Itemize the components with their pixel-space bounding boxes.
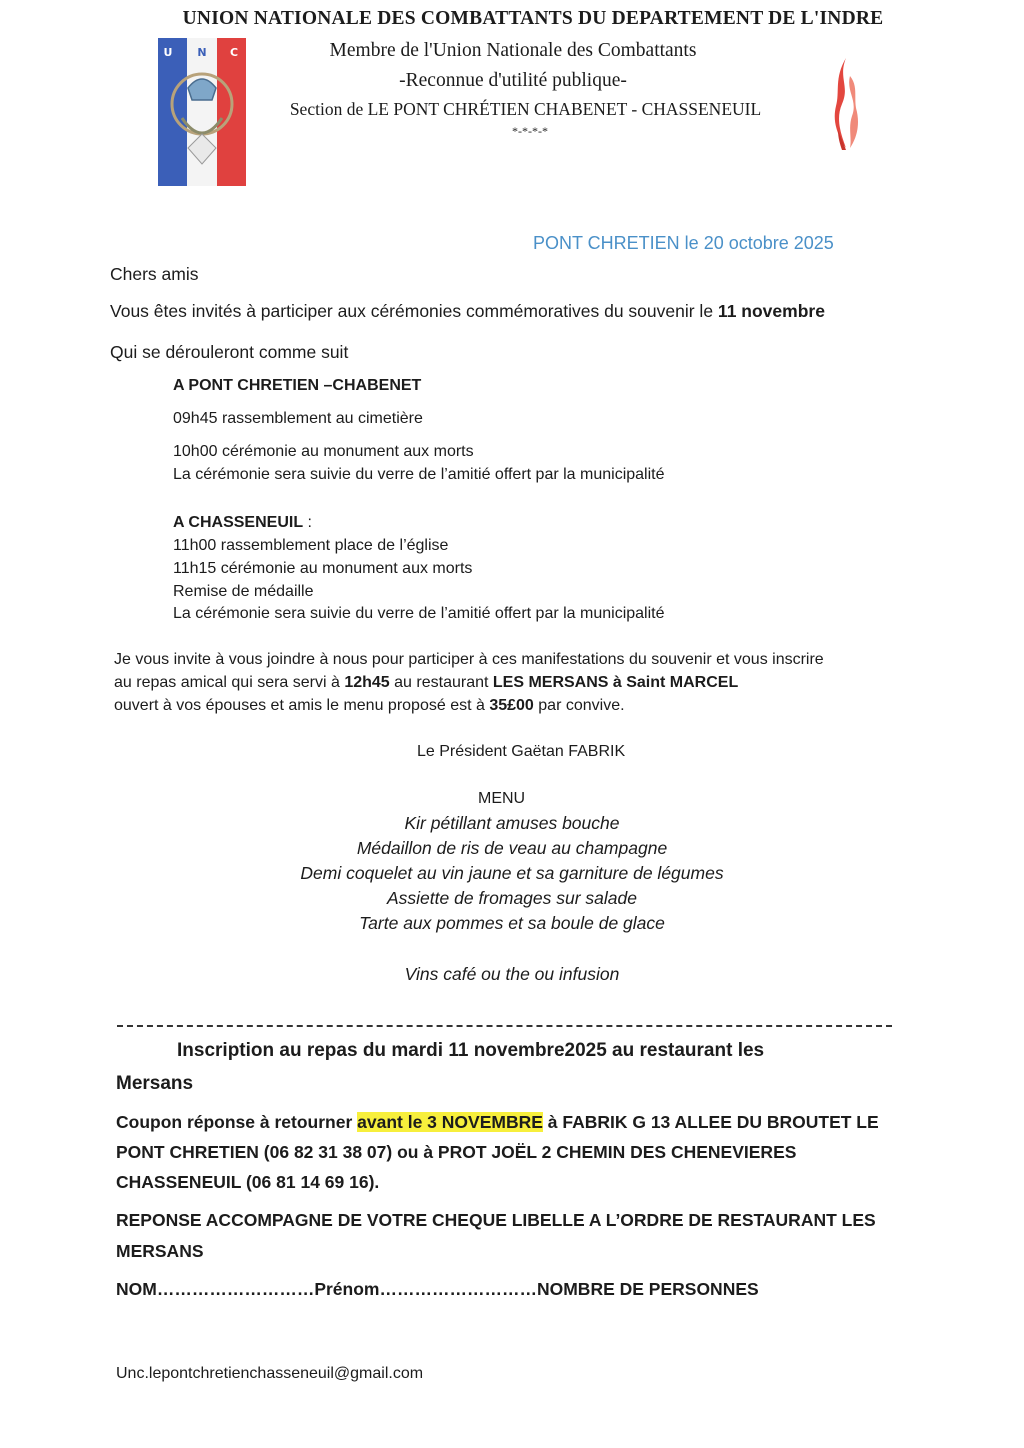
payment-line-2: MERSANS — [116, 1241, 204, 1261]
pont-section-title: A PONT CHRETIEN –CHABENET — [173, 377, 422, 394]
greeting: Chers amis — [110, 264, 199, 284]
menu-item: Médaillon de ris de veau au champagne — [356, 838, 668, 858]
coupon-title-line-1: Inscription au repas du mardi 11 novembre2025 au restaurant les — [177, 1040, 765, 1061]
coupon-line-3: CHASSENEUIL (06 81 14 69 16). — [116, 1172, 380, 1192]
coupon-line-2: PONT CHRETIEN (06 82 31 38 07) ou à PROT JOËL 2 CHEMIN DES CHENEVIERES — [116, 1142, 797, 1162]
contact-email: Unc.lepontchretienchasseneuil@gmail.com — [116, 1365, 424, 1382]
menu-drinks: Vins café ou the ou infusion — [404, 964, 620, 984]
date-line: PONT CHRETIEN le 20 octobre 2025 — [533, 233, 834, 253]
chasseneuil-item-4: La cérémonie sera suivie du verre de l’amitié offert par la municipalité — [173, 605, 665, 622]
pont-item-1: 09h45 rassemblement au cimetière — [173, 410, 423, 427]
header-ornament: *-*-*-* — [512, 124, 548, 138]
chasseneuil-item-1: 11h00 rassemblement place de l’église — [173, 537, 449, 554]
invitation-text: Vous êtes invités à participer aux cérémonies commémoratives du souvenir le — [110, 301, 718, 321]
meal-price: 35£00 — [489, 697, 534, 714]
ceremony-date: 11 novembre — [717, 301, 825, 321]
chasseneuil-title-colon: : — [303, 514, 312, 531]
coupon-title-line-2: Mersans — [116, 1073, 194, 1094]
menu-title: MENU — [478, 790, 526, 807]
section-line: Section de LE PONT CHRÉTIEN CHABENET - CHASSENEUIL — [289, 99, 762, 119]
logo-letter-c: C — [229, 46, 239, 59]
meal-line-3-end: par convive. — [533, 697, 625, 714]
deadline-highlight: avant le 3 NOVEMBRE — [357, 1112, 543, 1132]
pont-item-2: 10h00 cérémonie au monument aux morts — [173, 443, 474, 460]
meal-line-2-text: au repas amical qui sera servi à — [114, 674, 345, 691]
menu-item: Assiette de fromages sur salade — [387, 888, 637, 908]
menu-item: Kir pétillant amuses bouche — [404, 813, 620, 833]
president-signature: Le Président Gaëtan FABRIK — [417, 743, 626, 760]
chasseneuil-item-3: Remise de médaille — [173, 583, 314, 600]
meal-place: LES MERSANS à Saint MARCEL — [492, 674, 739, 691]
cut-line — [117, 1025, 892, 1027]
meal-line-3-text: ouvert à vos épouses et amis le menu proposé est à — [114, 697, 490, 714]
registration-form-line: NOM………………………Prénom………………………NOMBRE DE PERSONNES — [116, 1279, 759, 1299]
member-line: Membre de l'Union Nationale des Combattants — [329, 40, 697, 61]
logo-letter-u: U — [163, 46, 173, 59]
agenda-intro: Qui se dérouleront comme suit — [110, 342, 349, 362]
logo-letter-n: N — [197, 46, 207, 59]
chasseneuil-item-2: 11h15 cérémonie au monument aux morts — [173, 560, 473, 577]
payment-line-1: REPONSE ACCOMPAGNE DE VOTRE CHEQUE LIBELLE A L’ORDRE DE RESTAURANT LES — [116, 1210, 876, 1230]
menu-item: Demi coquelet au vin jaune et sa garniture de légumes — [300, 863, 724, 883]
chasseneuil-title-text: A CHASSENEUIL — [173, 514, 304, 531]
meal-line-2 — [114, 674, 738, 692]
meal-line-3 — [114, 697, 625, 715]
coupon-line-1-text: Coupon réponse à retourner — [116, 1112, 358, 1132]
meal-line-1: Je vous invite à vous joindre à nous pour participer à ces manifestations du souvenir et vous inscrire — [114, 651, 824, 668]
meal-time: 12h45 — [344, 674, 390, 691]
invitation-line — [110, 301, 825, 322]
meal-line-2-mid: au restaurant — [389, 674, 493, 691]
coupon-line-1-address: à FABRIK G 13 ALLEE DU BROUTET LE — [542, 1112, 879, 1132]
chasseneuil-section-title — [173, 514, 312, 532]
pont-item-3: La cérémonie sera suivie du verre de l’amitié offert par la municipalité — [173, 466, 665, 483]
coupon-line-1 — [116, 1112, 879, 1133]
union-title: UNION NATIONALE DES COMBATTANTS DU DEPARTEMENT DE L'INDRE — [182, 8, 884, 29]
recognized-line: -Reconnue d'utilité publique- — [399, 70, 627, 91]
menu-item: Tarte aux pommes et sa boule de glace — [359, 913, 665, 933]
